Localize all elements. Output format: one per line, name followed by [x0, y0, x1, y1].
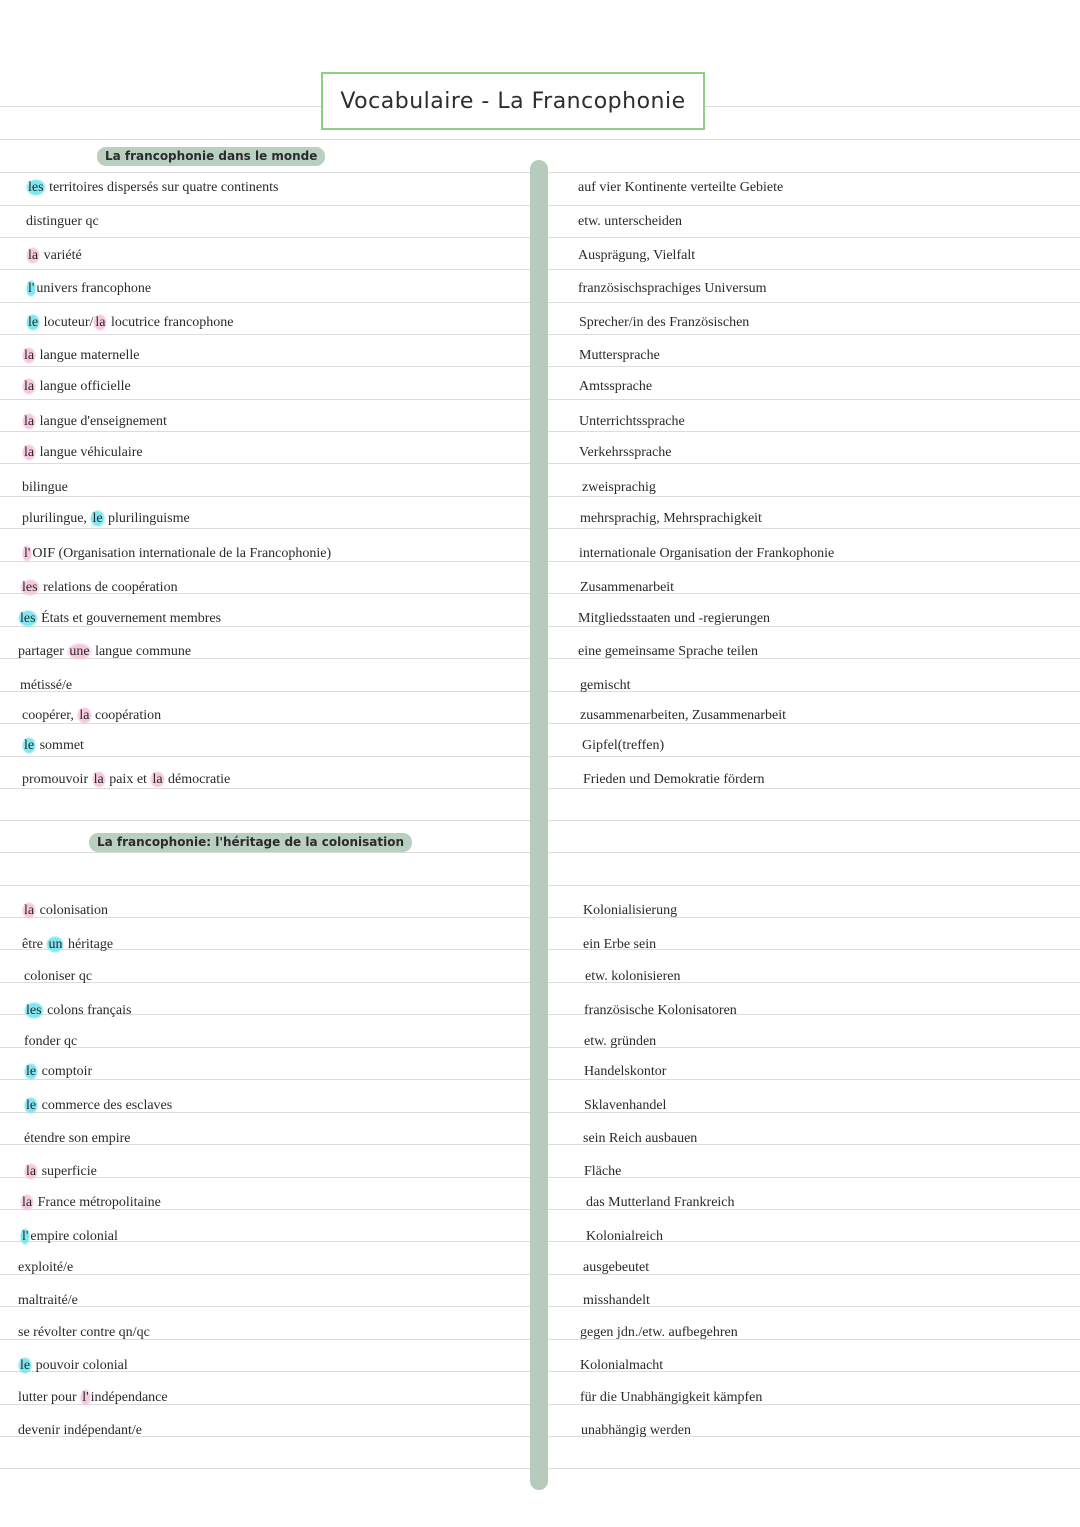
term-text: coopération [95, 708, 162, 723]
french-term [18, 1324, 150, 1342]
german-translation: das Mutterland Frankreich [586, 1195, 735, 1210]
article: la [152, 772, 163, 787]
german-translation: Kolonialmacht [580, 1358, 664, 1373]
article: le [92, 511, 103, 526]
french-term [18, 643, 191, 661]
french-term [24, 1097, 172, 1115]
term-text: langue commune [95, 644, 192, 659]
french-term [20, 1194, 161, 1212]
article: l' [82, 1390, 89, 1405]
french-term [24, 1033, 77, 1051]
article: le [24, 738, 35, 753]
term-text: maltraité/e [18, 1293, 78, 1308]
term-text: exploité/e [18, 1260, 74, 1275]
french-term [26, 247, 82, 265]
german-translation: unabhängig werden [581, 1423, 692, 1438]
article: les [22, 580, 38, 595]
term-text: variété [43, 248, 82, 263]
term-text: OIF (Organisation internationale de la Francophonie) [32, 546, 332, 561]
article: l' [24, 546, 31, 561]
article: la [24, 379, 35, 394]
german-translation: Mitgliedsstaaten und -regierungen [578, 611, 771, 626]
article: la [24, 903, 35, 918]
german-translation: etw. gründen [584, 1034, 657, 1049]
term-text: paix et [109, 772, 147, 787]
term-text: plurilingue, [22, 511, 87, 526]
term-text: univers francophone [36, 281, 152, 296]
article: le [28, 315, 39, 330]
term-text: superficie [41, 1164, 97, 1179]
german-translation: Frieden und Demokratie fördern [583, 772, 765, 787]
term-text: langue d'enseignement [39, 414, 167, 429]
page-title: Vocabulaire - La Francophonie [340, 88, 686, 114]
german-translation: Muttersprache [579, 348, 660, 363]
article: la [24, 348, 35, 363]
french-term [18, 1389, 168, 1407]
article: l' [22, 1229, 29, 1244]
german-translation: französischsprachiges Universum [578, 281, 767, 296]
french-term [22, 347, 140, 365]
french-term [22, 378, 131, 396]
german-translation: ausgebeutet [583, 1260, 650, 1275]
german-translation: gemischt [580, 678, 631, 693]
french-term [18, 1422, 142, 1440]
french-term [26, 179, 278, 197]
term-text: distinguer qc [26, 214, 99, 229]
german-translation: Ausprägung, Vielfalt [578, 248, 696, 263]
french-term [20, 579, 178, 597]
article: le [26, 1098, 37, 1113]
french-term [22, 936, 113, 954]
german-translation: Gipfel(treffen) [582, 738, 665, 753]
term-text: comptoir [41, 1064, 93, 1079]
term-text: commerce des esclaves [41, 1098, 173, 1113]
french-term [20, 1228, 118, 1246]
term-text: États et gouvernement membres [41, 611, 222, 626]
french-term [24, 968, 92, 986]
german-translation: mehrsprachig, Mehrsprachigkeit [580, 511, 762, 526]
german-translation: misshandelt [583, 1293, 650, 1308]
french-term [22, 444, 143, 462]
term-text: langue officielle [39, 379, 131, 394]
french-term [18, 1357, 128, 1375]
article: la [79, 708, 90, 723]
term-text: coloniser qc [24, 969, 93, 984]
german-translation: Amtssprache [579, 379, 653, 394]
german-translation: Sprecher/in des Französischen [579, 315, 750, 330]
term-text: territoires dispersés sur quatre continents [49, 180, 279, 195]
term-text: héritage [67, 937, 114, 952]
term-text: colonisation [39, 903, 109, 918]
article: la [28, 248, 39, 263]
article: les [26, 1003, 42, 1018]
term-text: se révolter contre qn/qc [18, 1325, 150, 1340]
french-term [22, 707, 161, 725]
french-term [26, 280, 151, 298]
title-box [321, 72, 705, 130]
german-translation: Verkehrssprache [579, 445, 672, 460]
term-text: sommet [39, 738, 84, 753]
article: la [24, 445, 35, 460]
section-heading-colonisation: La francophonie: l'héritage de la colonisation [89, 833, 412, 852]
term-text: relations de coopération [43, 580, 178, 595]
term-text: fonder qc [24, 1034, 78, 1049]
french-term [22, 902, 108, 920]
article: la [93, 772, 104, 787]
article: le [26, 1064, 37, 1079]
term-text: étendre son empire [24, 1131, 131, 1146]
term-text: locutrice francophone [110, 315, 234, 330]
french-term [22, 737, 84, 755]
german-translation: zusammenarbeiten, Zusammenarbeit [580, 708, 787, 723]
german-translation: Handelskontor [584, 1064, 667, 1079]
section-heading-monde: La francophonie dans le monde [97, 147, 325, 166]
article: la [22, 1195, 33, 1210]
french-term [20, 677, 72, 695]
french-term [22, 479, 68, 497]
article: les [20, 611, 36, 626]
french-term [22, 545, 331, 563]
article: une [69, 644, 90, 659]
term-text: partager [18, 644, 64, 659]
french-term [22, 510, 190, 528]
german-translation: eine gemeinsame Sprache teilen [578, 644, 758, 659]
term-text: lutter pour [18, 1390, 77, 1405]
term-text: empire colonial [30, 1229, 118, 1244]
term-text: langue véhiculaire [39, 445, 143, 460]
term-text: promouvoir [22, 772, 89, 787]
term-text: plurilinguisme [108, 511, 190, 526]
term-text: colons français [47, 1003, 132, 1018]
term-text: locuteur/ [43, 315, 94, 330]
german-translation: Kolonialisierung [583, 903, 678, 918]
german-translation: Sklavenhandel [584, 1098, 667, 1113]
column-divider [530, 160, 548, 1490]
german-translation: sein Reich ausbauen [583, 1131, 698, 1146]
article: la [95, 315, 106, 330]
german-translation: Unterrichtssprache [579, 414, 685, 429]
french-term [26, 314, 233, 332]
article: la [26, 1164, 37, 1179]
article: un [48, 937, 63, 952]
german-translation: internationale Organisation der Frankophonie [579, 546, 835, 561]
term-text: devenir indépendant/e [18, 1423, 143, 1438]
article: la [24, 414, 35, 429]
french-term [24, 1130, 131, 1148]
article: le [20, 1358, 31, 1373]
german-translation: Zusammenarbeit [580, 580, 675, 595]
term-text: France métropolitaine [37, 1195, 161, 1210]
french-term [18, 610, 221, 628]
french-term [18, 1292, 78, 1310]
term-text: indépendance [90, 1390, 168, 1405]
french-term [24, 1163, 97, 1181]
german-translation: zweisprachig [582, 480, 656, 495]
german-translation: auf vier Kontinente verteilte Gebiete [578, 180, 784, 195]
term-text: langue maternelle [39, 348, 140, 363]
german-translation: französische Kolonisatoren [584, 1003, 737, 1018]
french-term [26, 213, 99, 231]
term-text: coopérer, [22, 708, 74, 723]
german-translation: etw. unterscheiden [578, 214, 683, 229]
article: les [28, 180, 44, 195]
german-translation: gegen jdn./etw. aufbegehren [580, 1325, 738, 1340]
german-translation: ein Erbe sein [583, 937, 657, 952]
french-term [22, 771, 230, 789]
german-translation: für die Unabhängigkeit kämpfen [580, 1390, 763, 1405]
german-translation: etw. kolonisieren [585, 969, 681, 984]
article: l' [28, 281, 35, 296]
german-translation: Kolonialreich [586, 1229, 663, 1244]
french-term [18, 1259, 73, 1277]
term-text: démocratie [168, 772, 231, 787]
french-term [22, 413, 167, 431]
term-text: métissé/e [20, 678, 73, 693]
term-text: pouvoir colonial [35, 1358, 128, 1373]
french-term [24, 1002, 131, 1020]
term-text: bilingue [22, 480, 68, 495]
term-text: être [22, 937, 43, 952]
french-term [24, 1063, 92, 1081]
rule-line [0, 139, 1080, 140]
german-translation: Fläche [584, 1164, 622, 1179]
